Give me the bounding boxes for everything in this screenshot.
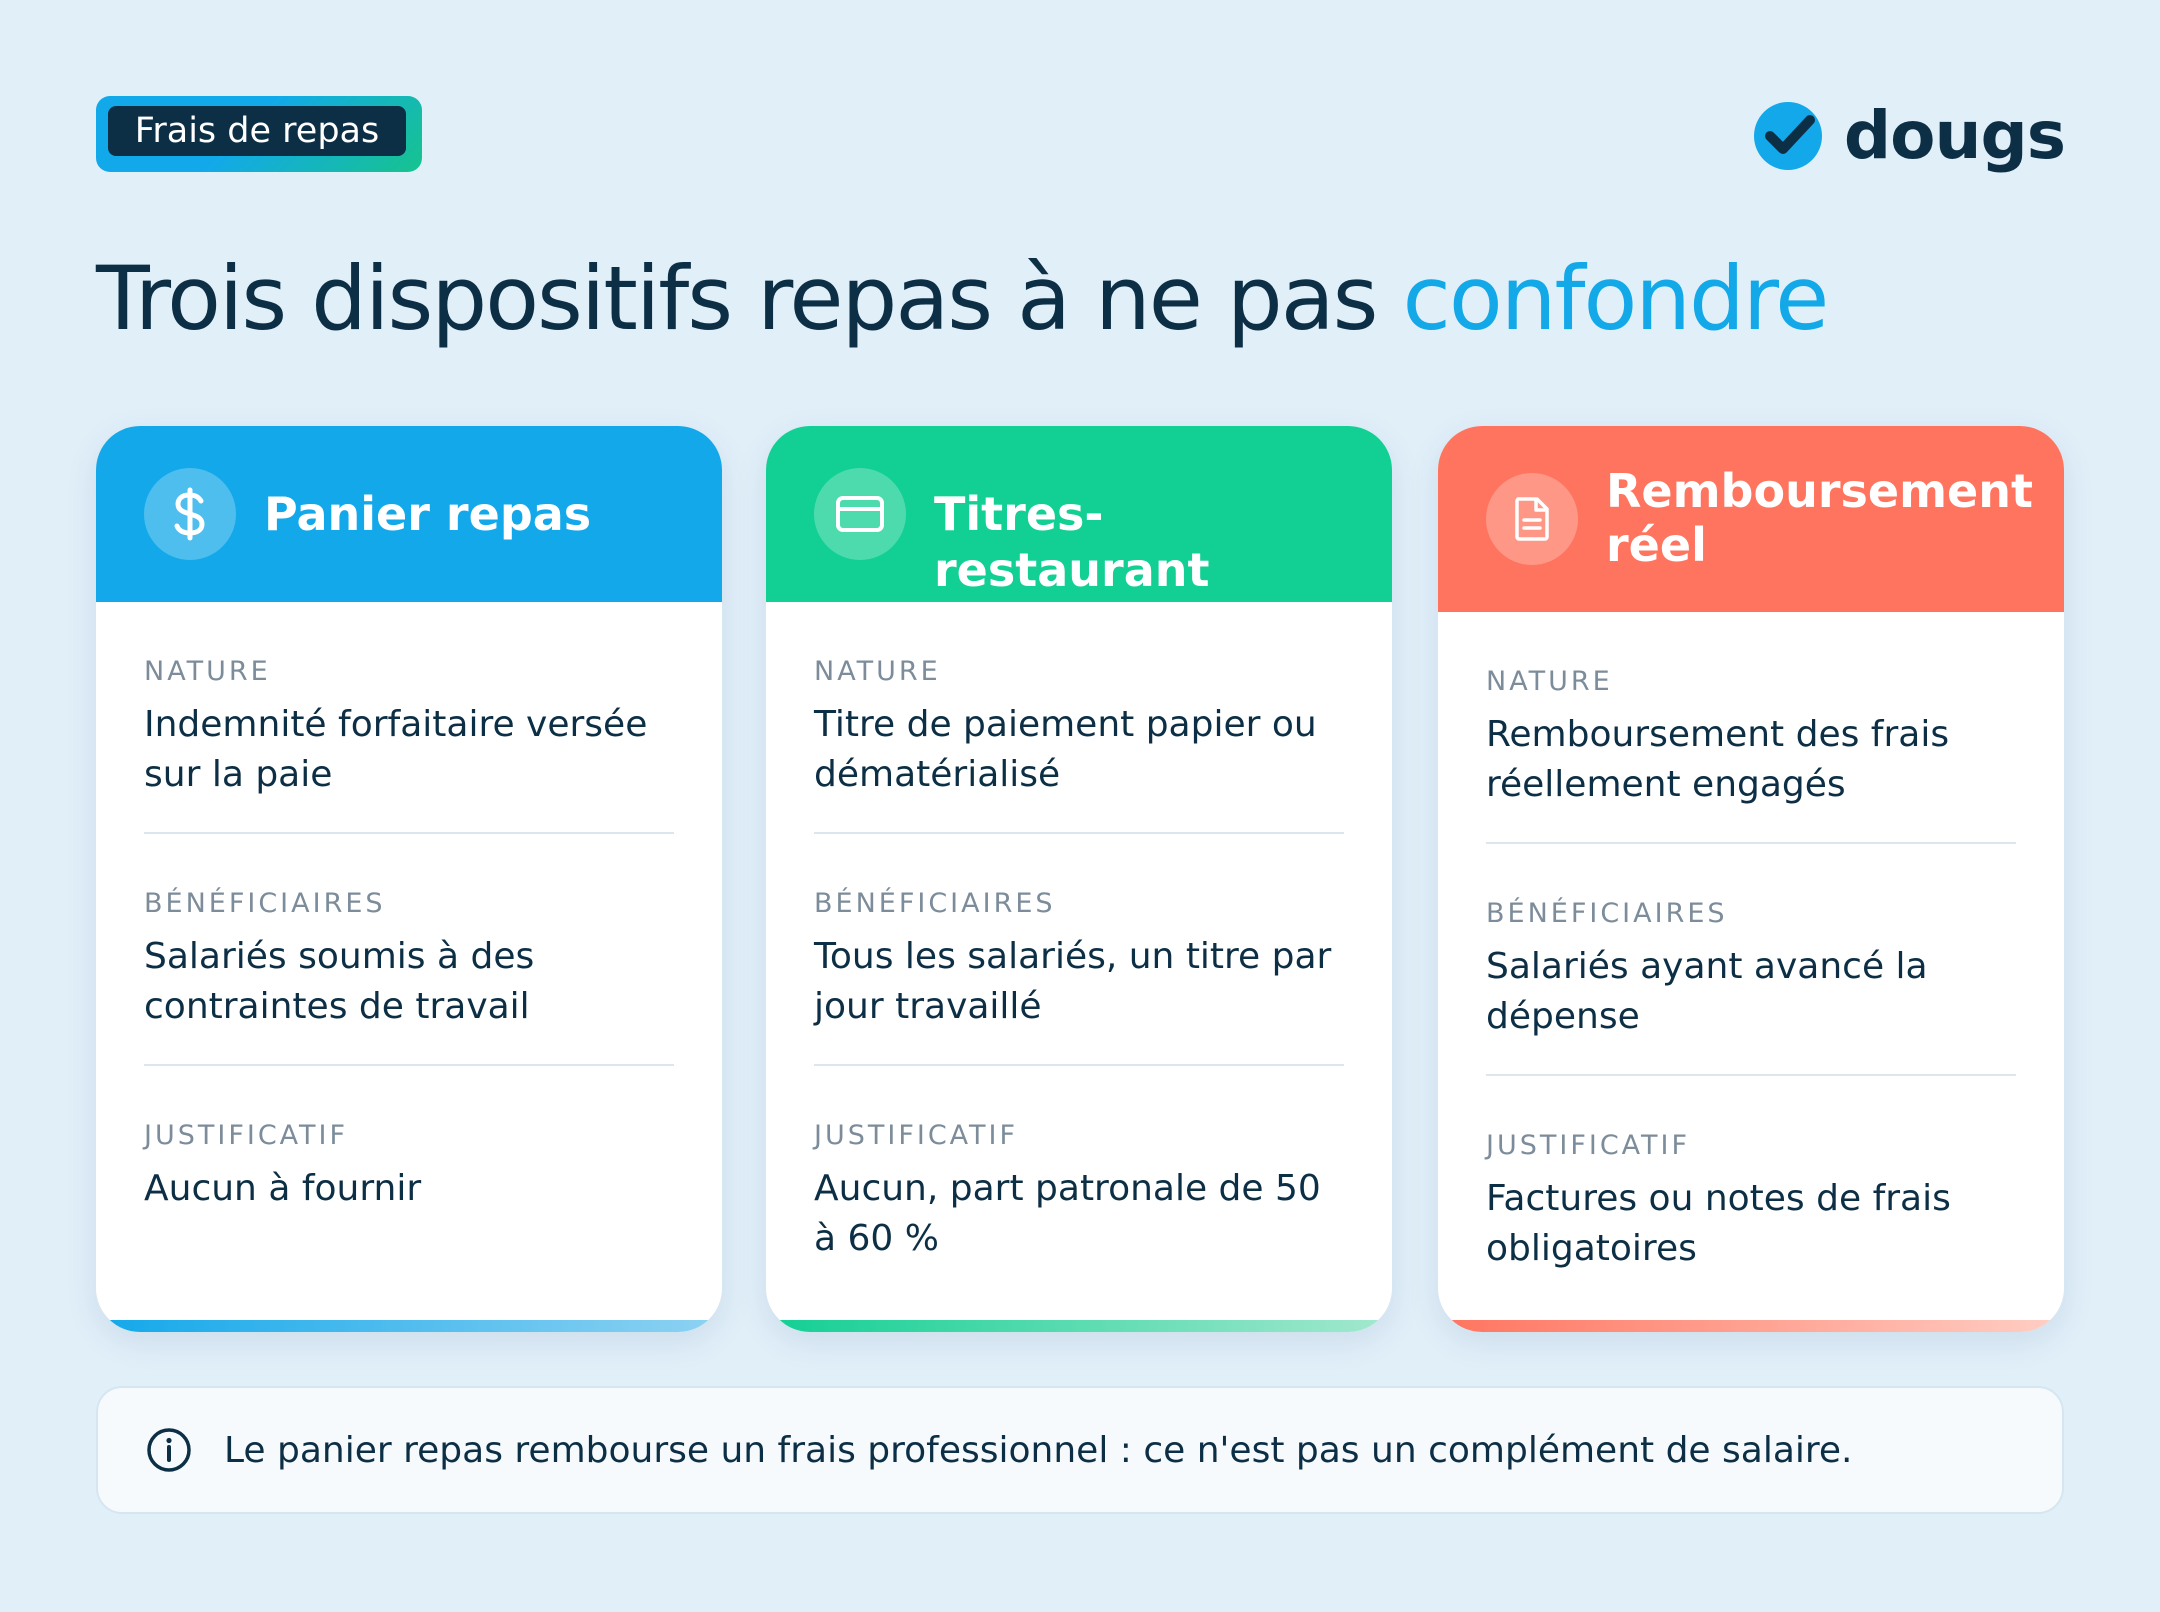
page-title <box>96 244 1827 354</box>
card-accent-bar <box>766 1320 1392 1332</box>
section-label: NATURE <box>814 656 941 687</box>
section-beneficiaires <box>144 834 674 1066</box>
section-beneficiaires <box>814 834 1344 1066</box>
section-nature <box>814 602 1344 834</box>
card-accent-bar <box>96 1320 722 1332</box>
section-justificatif <box>144 1066 674 1296</box>
section-nature <box>144 602 674 834</box>
card-titres-restaurant <box>766 426 1392 1332</box>
section-beneficiaires <box>1486 844 2016 1076</box>
info-icon <box>146 1427 192 1473</box>
section-value: Remboursement des frais réellement engagés <box>1486 714 1950 805</box>
title-accent: confondre <box>1402 247 1828 350</box>
check-circle-icon <box>1752 100 1824 172</box>
section-value: Indemnité forfaitaire versée sur la paie <box>144 704 648 795</box>
logo-text: dougs <box>1843 97 2065 174</box>
card-accent-bar <box>1438 1320 2064 1332</box>
section-value: Aucun à fournir <box>144 1168 422 1209</box>
section-label: BÉNÉFICIAIRES <box>144 888 386 919</box>
card-header <box>766 426 1392 602</box>
note-text: Le panier repas rembourse un frais professionnel : ce n'est pas un complément de salaire. <box>224 1429 1853 1471</box>
card-panier-repas <box>96 426 722 1332</box>
section-label: NATURE <box>144 656 271 687</box>
card-remboursement-reel <box>1438 426 2064 1332</box>
section-value: Aucun, part patronale de 50 à 60 % <box>814 1168 1321 1259</box>
section-label: JUSTIFICATIF <box>814 1120 1019 1151</box>
dollar-icon <box>144 468 236 560</box>
section-label: NATURE <box>1486 666 1613 697</box>
section-value: Salariés soumis à des contraintes de travail <box>144 936 535 1027</box>
card-title: Remboursement réel <box>1606 464 2033 572</box>
info-note <box>96 1386 2064 1514</box>
section-label: BÉNÉFICIAIRES <box>1486 898 1728 929</box>
card-title: Panier repas <box>264 487 592 541</box>
section-justificatif <box>814 1066 1344 1296</box>
card-header <box>96 426 722 602</box>
section-value: Factures ou notes de frais obligatoires <box>1486 1178 1951 1269</box>
logo <box>1752 96 2065 176</box>
section-value: Titre de paiement papier ou dématérialisé <box>814 704 1317 795</box>
card-header <box>1438 426 2064 612</box>
section-value: Salariés ayant avancé la dépense <box>1486 946 1928 1037</box>
section-label: JUSTIFICATIF <box>144 1120 349 1151</box>
card-body <box>814 602 1344 1296</box>
section-label: JUSTIFICATIF <box>1486 1130 1691 1161</box>
section-value: Tous les salariés, un titre par jour travaillé <box>814 936 1332 1027</box>
card-body <box>144 602 674 1296</box>
section-justificatif <box>1486 1076 2016 1306</box>
section-label: BÉNÉFICIAIRES <box>814 888 1056 919</box>
card-title: Titres-restaurant <box>934 487 1210 597</box>
title-main: Trois dispositifs repas à ne pas <box>96 247 1403 350</box>
card-icon <box>814 468 906 560</box>
card-body <box>1486 612 2016 1306</box>
section-nature <box>1486 612 2016 844</box>
category-tag <box>96 96 422 172</box>
tag-label: Frais de repas <box>108 106 406 156</box>
document-icon <box>1486 473 1578 565</box>
